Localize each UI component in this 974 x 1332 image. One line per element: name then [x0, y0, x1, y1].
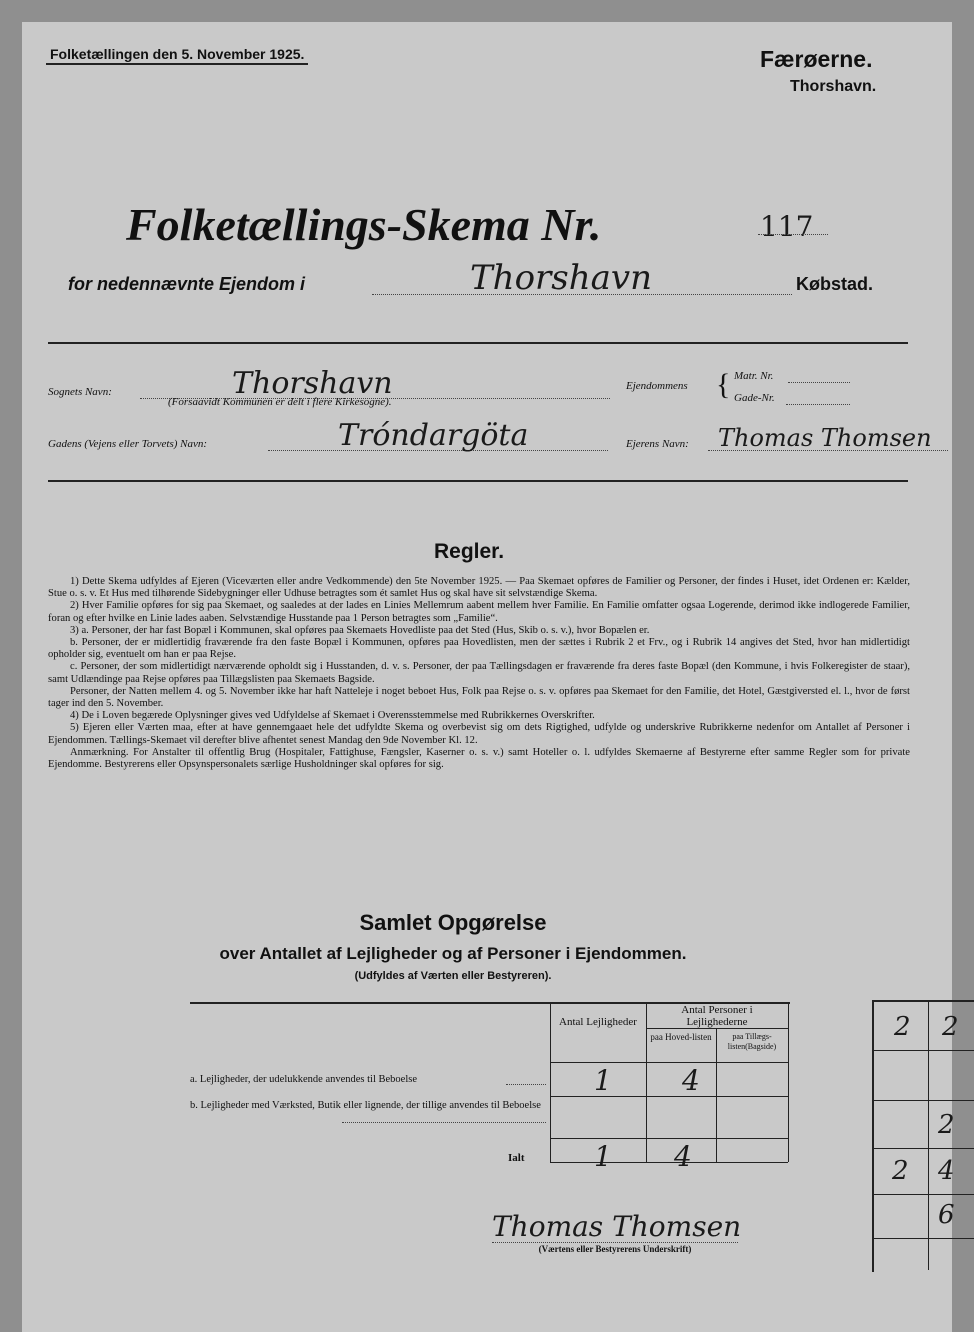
side-grid-r5c2: 6: [938, 1200, 955, 1230]
rule-paragraph: 3) a. Personer, der har fast Bopæl i Kommunen, skal opføres paa Skemaets Hovedliste paa det Sted (Hus, Skib o. s. v.), hvor Bopælen er.: [70, 624, 650, 636]
parish-label: Sognets Navn:: [48, 386, 112, 398]
form-title: Folketællings-Skema Nr.: [126, 199, 602, 250]
owner-value: Thomas Thomsen: [718, 424, 932, 452]
ialt-lejligheder: 1: [594, 1140, 612, 1173]
side-grid-r1c1: 2: [894, 1012, 911, 1042]
side-grid-r4c1: 2: [892, 1156, 909, 1186]
gade-label: Gade-Nr.: [734, 392, 775, 404]
signature-caption: (Værtens eller Bestyrerens Underskrift): [538, 1244, 692, 1254]
ialt-hoved: 4: [674, 1140, 692, 1173]
col-header-personer: Antal Personer i Lejlighederne: [681, 1004, 753, 1028]
region-heading: Færøerne.: [760, 46, 873, 72]
rule-paragraph: 1) Dette Skema udfyldes af Ejeren (Viceværten eller andre Vedkommende) den 5te November 1925. — Paa Skemaet opføres de Familier og Personer, der findes i Huset, idet Ordenen er: Kælder, Stue o. s. v. Et Hus med tilhørende Sidebygninger eller Udhuse betragtes som ét samlet Hus og skal have sit selvstændige Skema.: [48, 576, 910, 600]
street-label: Gadens (Vejens eller Torvets) Navn:: [48, 438, 208, 450]
col-header-tillaeg: paa Tillægs-listen(Bagside): [727, 1032, 777, 1051]
town-heading: Thorshavn.: [790, 78, 877, 95]
ialt-label: Ialt: [508, 1152, 525, 1164]
rule-paragraph: b. Personer, der er midlertidig fraværende fra den faste Bopæl i Kommunen, opføres paa Hovedlisten, men der sættes i Rubrik 2 et Frv., og i Rubrik 14 angives det Sted, hvor han midlertidigt opholder sig, eventuelt om han er paa Rejse.: [48, 637, 910, 661]
side-grid-r3c2: 2: [938, 1110, 955, 1140]
summary-note: (Udfyldes af Værten eller Bestyreren).: [354, 970, 552, 982]
rules-text: [48, 576, 910, 771]
rule-paragraph: c. Personer, der som midlertidigt nærværende opholdt sig i Husstanden, d. v. s. Personer, der paa Tællingsdagen er fraværende fra deres faste Bopæl (den Kommune, i hvis Folkeregister de staar), samt Udlændinge paa Rejse opføres paa Tillægslisten paa Skemaets Bagside.: [48, 661, 910, 685]
parish-value: Thorshavn: [232, 366, 393, 401]
census-date-header: Folketællingen den 5. November 1925.: [46, 46, 308, 65]
summary-subtitle: over Antallet af Lejligheder og af Personer i Ejendommen.: [219, 944, 687, 963]
row-b-label: b. Lejligheder med Værksted, Butik eller lignende, der tillige anvendes til Beboelse: [190, 1100, 541, 1111]
matr-label: Matr. Nr.: [734, 370, 774, 382]
rule-paragraph: 4) De i Loven begærede Oplysninger gives ved Udfyldelse af Skemaet i Overensstemmelse med Rubrikkernes Overskrifter.: [70, 710, 595, 722]
side-grid-r4c2: 4: [938, 1156, 955, 1186]
parish-note: (Forsaavidt Kommunen er delt i flere Kirkesogne).: [168, 396, 392, 408]
rule-paragraph: Personer, der Natten mellem 4. og 5. November ikke har haft Natteleje i noget beboet Hus, Folk paa Rejse o. s. v. opføres paa Skemaet for den Familie, det Hotel, Gæstgiversted el. l., hvor de først tager ind den 5. November.: [48, 685, 910, 710]
form-number: 117: [760, 210, 814, 243]
rule-paragraph: 2) Hver Familie opføres for sig paa Skemaet, og saaledes at der lades en Linies Mellemrum aabent mellem hver Familie. En Familie omfatter ogsaa Logerende, derimod ikke indlogerede Familier, foran og efter hvilke en Linie lades aaben. Selvstændige Husstande paa 1 Person betragtes som „Familie“.: [48, 600, 910, 624]
owner-label: Ejerens Navn:: [626, 438, 689, 450]
street-value: Tróndargöta: [338, 418, 529, 453]
rules-title: Regler.: [434, 540, 505, 563]
rule-paragraph: 5) Ejeren eller Værten maa, efter at have gennemgaaet hele det udfyldte Skema og overbevist sig om dets Rigtighed, udfylde og underskrive Rubrikkerne nedenfor om Antallet af Personer i Ejendommen. Tællings-Skemaet vil derefter blive afhentet senest Mandag den 9de November Kl. 12.: [48, 722, 910, 746]
property-brace: {: [716, 368, 731, 401]
property-town-value: Thorshavn: [470, 258, 653, 298]
census-form-page: [22, 22, 959, 1332]
side-grid-r1c2: 2: [942, 1012, 959, 1042]
col-header-hoved: paa Hoved-listen: [650, 1032, 712, 1042]
property-line-suffix: Købstad.: [796, 274, 874, 294]
row-a-lejligheder: 1: [594, 1064, 612, 1097]
col-header-lejligheder: Antal Lejligheder: [559, 1016, 637, 1028]
rule-paragraph: Anmærkning. For Anstalter til offentlig Brug (Hospitaler, Fattighuse, Fængsler, Kaserner o. s. v.) samt Hoteller o. l. udfyldes Skemaerne af Bestyrerne efter samme Regler som for private Ejendomme. Bestyrerens eller Opsynspersonalets særlige Husholdninger skal opføres for sig.: [48, 746, 910, 771]
property-label: Ejendommens: [626, 380, 688, 392]
property-line-prefix: for nedennævnte Ejendom i: [68, 274, 306, 294]
summary-title: Samlet Opgørelse: [359, 910, 547, 935]
signature: Thomas Thomsen: [492, 1210, 742, 1243]
row-a-hoved: 4: [682, 1064, 700, 1097]
row-a-label: a. Lejligheder, der udelukkende anvendes til Beboelse: [190, 1074, 417, 1085]
